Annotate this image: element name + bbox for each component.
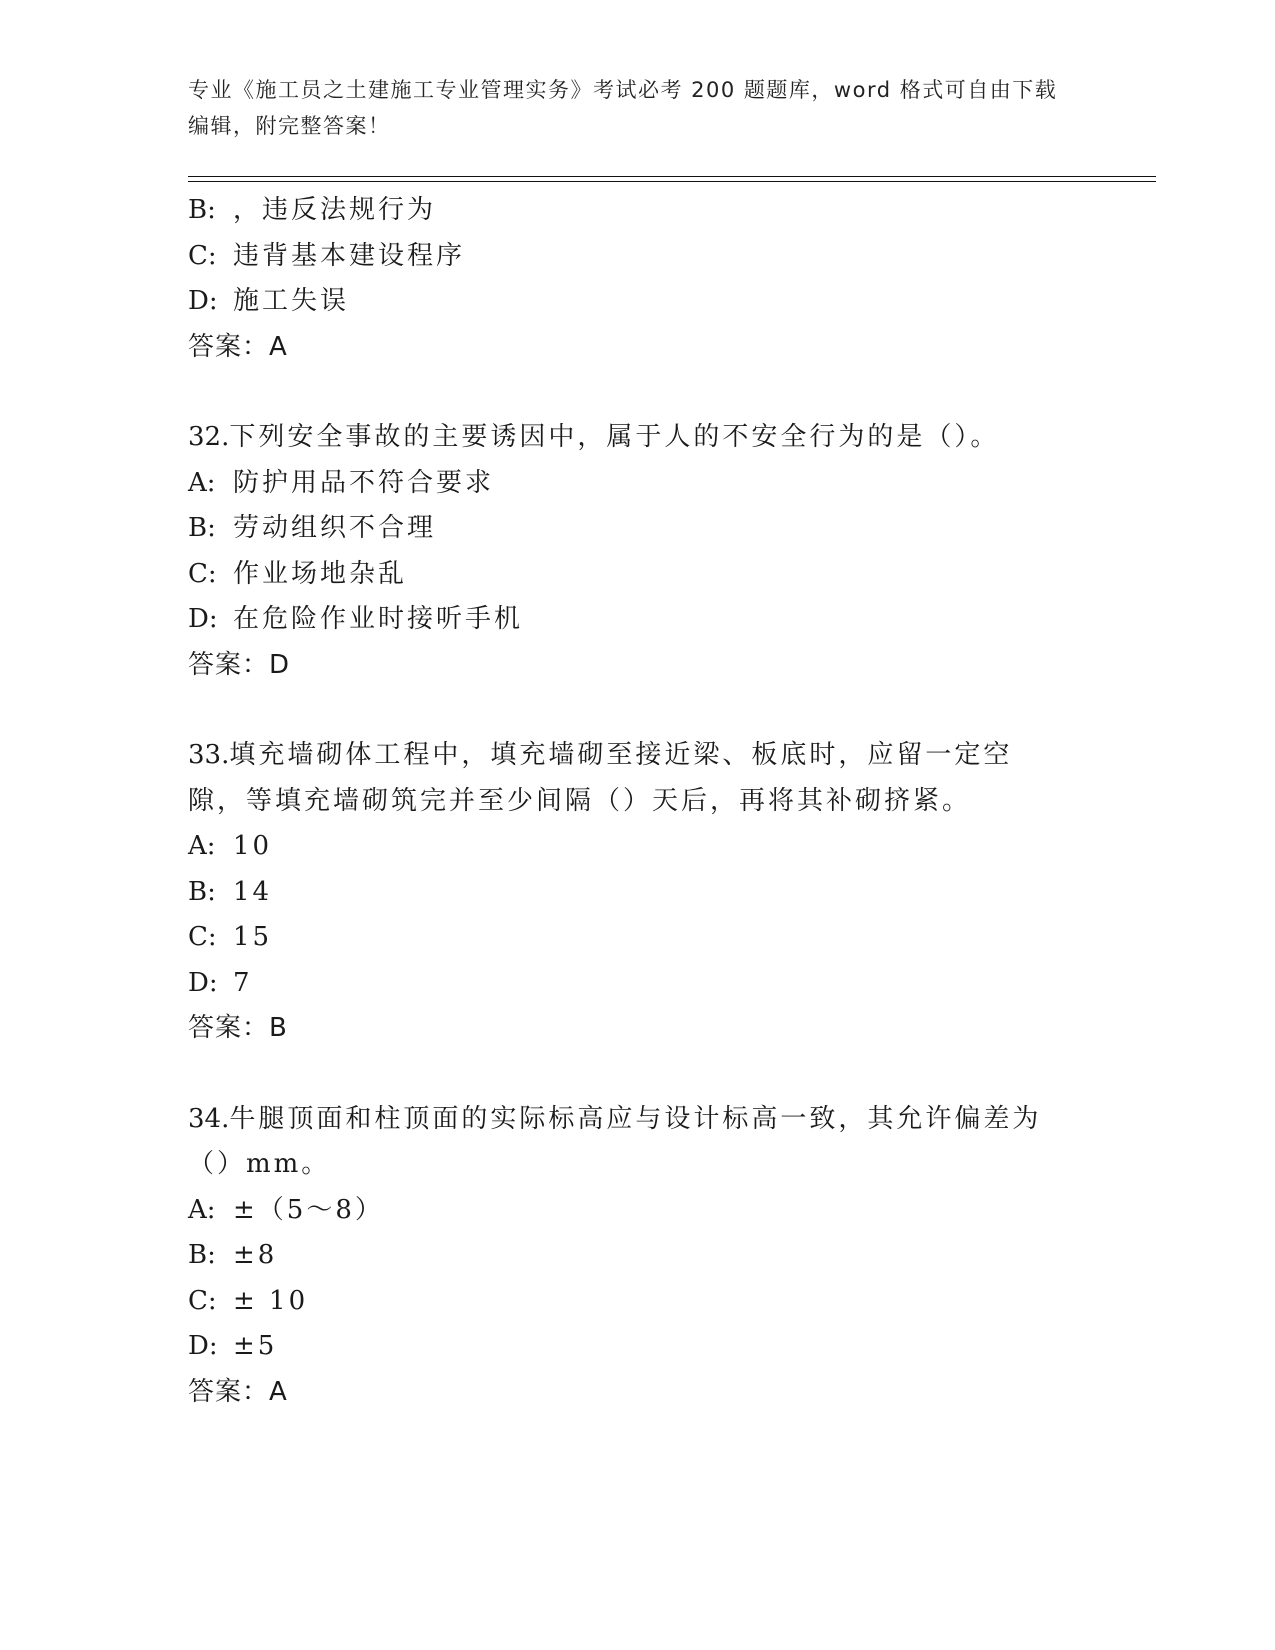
question-text: 34.牛腿顶面和柱顶面的实际标高应与设计标高一致，其允许偏差为（）mm。	[188, 1103, 1042, 1179]
option-b: B: 劳动组织不合理	[188, 513, 437, 543]
option-d: D: 在危险作业时接听手机	[188, 604, 524, 634]
option-c: C: 作业场地杂乱	[188, 558, 408, 589]
option-b: B: 14	[188, 876, 273, 907]
answer-line: 答案：D	[188, 649, 291, 680]
question-34	[188, 1097, 1088, 1416]
answer-line: 答案：B	[188, 1013, 288, 1043]
header-rule-bottom	[188, 181, 1156, 182]
option-a: A: 10	[188, 831, 273, 861]
option-a: A: ±（5～8）	[188, 1194, 384, 1225]
option-d: D: 施工失误	[188, 286, 350, 316]
option-b: B: ±8	[188, 1240, 278, 1270]
option-c: C: 违背基本建设程序	[188, 240, 466, 271]
option-d: D: ±5	[188, 1331, 278, 1361]
answer-line: 答案：A	[188, 1376, 288, 1407]
document-body	[188, 188, 1088, 1415]
document-header: 专业《施工员之土建施工专业管理实务》考试必考 200 题题库，word 格式可自由下载编辑，附完整答案！	[188, 78, 1058, 138]
option-c: C: 15	[188, 922, 273, 952]
option-d: D: 7	[188, 967, 253, 998]
option-a: A: 防护用品不符合要求	[188, 467, 495, 498]
question-text: 33.填充墙砌体工程中，填充墙砌至接近梁、板底时，应留一定空隙，等填充墙砌筑完并至少间隔（）天后，再将其补砌挤紧。	[188, 740, 1013, 816]
question-33	[188, 733, 1088, 1052]
option-b: B: ，违反法规行为	[188, 195, 437, 225]
question-text: 32.下列安全事故的主要诱因中，属于人的不安全行为的是（）。	[188, 422, 1000, 452]
answer-line: 答案：A	[188, 331, 288, 362]
header-rule-top	[188, 176, 1156, 177]
question-32	[188, 415, 1088, 688]
prev-question-block	[188, 188, 1088, 370]
option-c: C: ± 10	[188, 1285, 309, 1316]
